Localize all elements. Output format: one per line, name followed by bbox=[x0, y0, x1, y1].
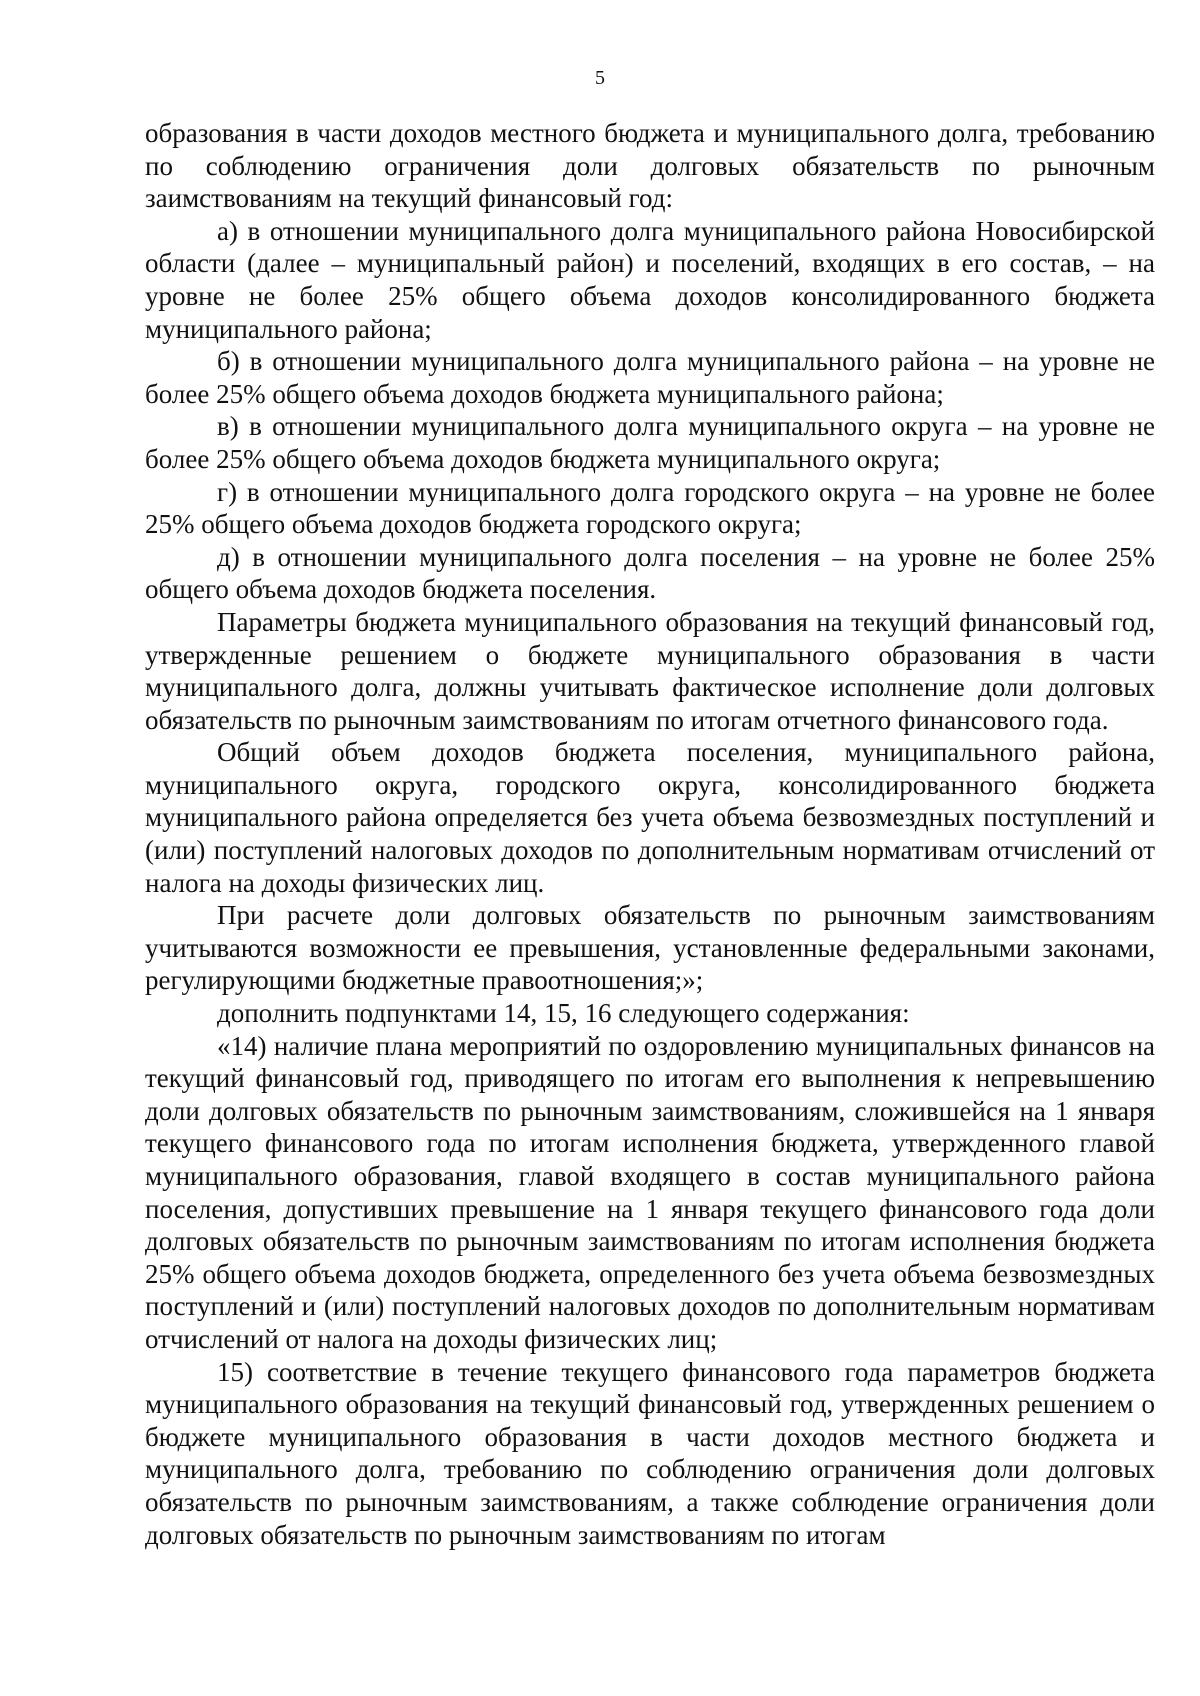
paragraph-total-revenue: Общий объем доходов бюджета поселения, муниципального района, муниципального округа, городского округа, консолидированного бюджета муниципального района определяется без учета объема безвозмездных поступлений и (или) поступлений налоговых доходов по дополнительным нормативам отчислений от налога на доходы физических лиц. bbox=[145, 737, 1155, 898]
paragraph-item-v: в) в отношении муниципального долга муниципального округа – на уровне не более 25% общего объема доходов бюджета муниципального округа; bbox=[145, 411, 1155, 474]
document-body bbox=[145, 117, 1155, 1551]
paragraph-item-b: б) в отношении муниципального долга муниципального района – на уровне не более 25% общего объема доходов бюджета муниципального района; bbox=[145, 346, 1155, 409]
page-number: 5 bbox=[595, 67, 605, 89]
paragraph-budget-parameters: Параметры бюджета муниципального образования на текущий финансовый год, утвержденные решением о бюджете муниципального образования в части муниципального долга, должны учитывать фактическое исполнение доли долговых обязательств по рыночным заимствованиям по итогам отчетного финансового года. bbox=[145, 606, 1155, 735]
paragraph-continuation: образования в части доходов местного бюджета и муниципального долга, требованию по соблюдению ограничения доли долговых обязательств по рыночным заимствованиям на текущий финансовый год: bbox=[145, 118, 1155, 214]
paragraph-amendment-intro: дополнить подпунктами 14, 15, 16 следующего содержания: bbox=[217, 998, 910, 1029]
paragraph-subitem-15: 15) соответствие в течение текущего финансового года параметров бюджета муниципального образования на текущий финансовый год, утвержденных решением о бюджете муниципального образования в части доходов местного бюджета и муниципального долга, требованию по соблюдению ограничения доли долговых обязательств по рыночным заимствованиям, а также соблюдение ограничения доли долговых обязательств по рыночным заимствованиям по итогам bbox=[145, 1356, 1155, 1550]
paragraph-item-d: д) в отношении муниципального долга поселения – на уровне не более 25% общего объема доходов бюджета поселения. bbox=[145, 541, 1155, 605]
paragraph-item-g: г) в отношении муниципального долга городского округа – на уровне не более 25% общего объема доходов бюджета городского округа; bbox=[145, 476, 1155, 540]
paragraph-subitem-14: «14) наличие плана мероприятий по оздоровлению муниципальных финансов на текущий финансовый год, приводящего по итогам его выполнения к непревышению доли долговых обязательств по рыночным заимствованиям, сложившейся на 1 января текущего финансового года по итогам исполнения бюджета, утвержденного главой муниципального образования, главой входящего в состав муниципального района поселения, допустивших превышение на 1 января текущего финансового года доли долговых обязательств по рыночным заимствованиям по итогам исполнения бюджета 25% общего объема доходов бюджета, определенного без учета объема безвозмездных поступлений и (или) поступлений налоговых доходов по дополнительным нормативам отчислений от налога на доходы физических лиц; bbox=[145, 1030, 1155, 1354]
paragraph-debt-share-calculation: При расчете доли долговых обязательств по рыночным заимствованиям учитываются возможности ее превышения, установленные федеральными законами, регулирующими бюджетные правоотношения;»; bbox=[145, 900, 1155, 996]
paragraph-item-a: а) в отношении муниципального долга муниципального района Новосибирской области (далее – муниципальный район) и поселений, входящих в его состав, – на уровне не более 25% общего объема доходов консолидированного бюджета муниципального района; bbox=[145, 215, 1155, 344]
